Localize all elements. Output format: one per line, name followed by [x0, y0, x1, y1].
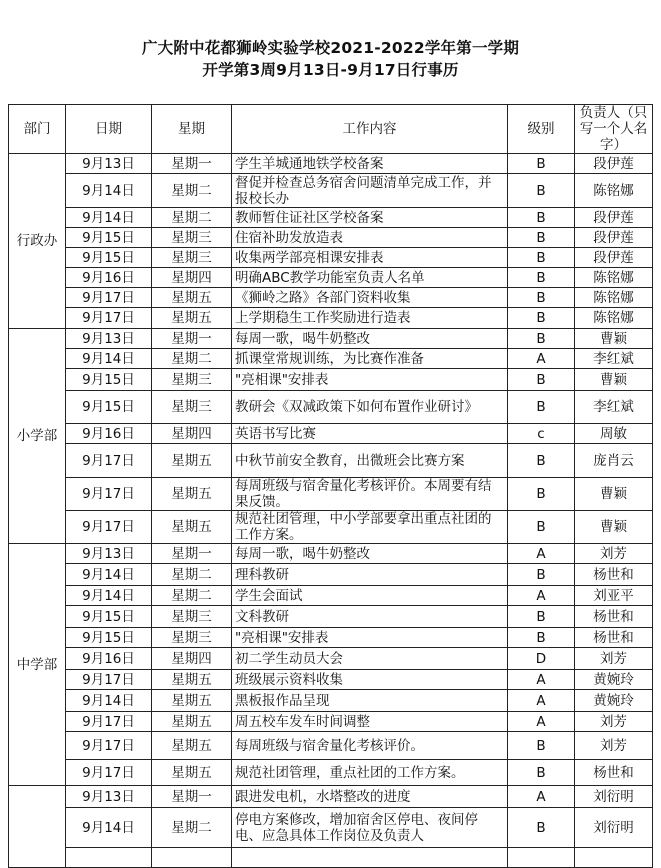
date-cell: 9月17日	[66, 444, 152, 478]
table-row	[9, 760, 653, 786]
dept-cell: 中学部	[9, 544, 66, 786]
level-cell: B	[508, 268, 575, 288]
weekday-cell: 星期三	[152, 369, 232, 391]
responsible-cell: 刘亚平	[575, 586, 653, 606]
table-row	[9, 424, 653, 444]
table-row	[9, 786, 653, 808]
level-cell: A	[508, 349, 575, 369]
weekday-cell: 星期二	[152, 208, 232, 228]
table-row	[9, 628, 653, 648]
table-row	[9, 690, 653, 712]
responsible-cell: 陈铭娜	[575, 174, 653, 208]
date-cell: 9月15日	[66, 391, 152, 424]
level-cell: B	[508, 628, 575, 648]
weekday-cell: 星期四	[152, 424, 232, 444]
date-cell: 9月13日	[66, 786, 152, 808]
table-row	[9, 848, 653, 868]
weekday-cell: 星期二	[152, 586, 232, 606]
responsible-cell: 刘芳	[575, 648, 653, 670]
content-cell: 《狮岭之路》各部门资料收集	[232, 288, 508, 308]
responsible-cell: 杨世和	[575, 606, 653, 628]
date-cell: 9月13日	[66, 329, 152, 349]
dept-cell: 行政办	[9, 154, 66, 329]
date-cell: 9月17日	[66, 760, 152, 786]
table-row	[9, 308, 653, 329]
content-cell: 初二学生动员大会	[232, 648, 508, 670]
date-cell: 9月14日	[66, 349, 152, 369]
content-cell: 明确ABC教学功能室负责人名单	[232, 268, 508, 288]
weekday-cell: 星期五	[152, 760, 232, 786]
level-cell	[508, 848, 575, 868]
weekday-cell: 星期五	[152, 288, 232, 308]
weekday-cell: 星期四	[152, 648, 232, 670]
date-cell: 9月15日	[66, 606, 152, 628]
date-cell: 9月14日	[66, 690, 152, 712]
level-cell: B	[508, 174, 575, 208]
level-cell: B	[508, 760, 575, 786]
content-cell: 上学期稳生工作奖励进行造表	[232, 308, 508, 329]
responsible-cell: 杨世和	[575, 564, 653, 586]
table-row	[9, 606, 653, 628]
date-cell: 9月13日	[66, 154, 152, 174]
level-cell: B	[508, 444, 575, 478]
weekday-cell: 星期二	[152, 349, 232, 369]
weekday-cell: 星期三	[152, 606, 232, 628]
responsible-cell: 杨世和	[575, 628, 653, 648]
weekday-cell: 星期三	[152, 248, 232, 268]
table-row	[9, 648, 653, 670]
content-cell: 英语书写比赛	[232, 424, 508, 444]
responsible-cell: 曹颖	[575, 478, 653, 511]
content-cell: 黑板报作品呈现	[232, 690, 508, 712]
weekday-cell	[152, 848, 232, 868]
responsible-cell: 李红斌	[575, 391, 653, 424]
level-cell: B	[508, 478, 575, 511]
date-cell	[66, 848, 152, 868]
weekday-cell: 星期三	[152, 228, 232, 248]
table-row	[9, 478, 653, 511]
weekday-cell: 星期五	[152, 690, 232, 712]
header-responsible: 负责人（只写一个人名字）	[575, 105, 653, 154]
header-dept: 部门	[9, 105, 66, 154]
table-row	[9, 444, 653, 478]
date-cell: 9月15日	[66, 248, 152, 268]
date-cell: 9月14日	[66, 586, 152, 606]
date-cell: 9月17日	[66, 670, 152, 690]
content-cell: 教研会《双减政策下如何布置作业研讨》	[232, 391, 508, 424]
weekday-cell: 星期四	[152, 268, 232, 288]
date-cell: 9月17日	[66, 511, 152, 544]
level-cell: c	[508, 424, 575, 444]
level-cell: A	[508, 690, 575, 712]
responsible-cell: 刘衍明	[575, 786, 653, 808]
date-cell: 9月17日	[66, 712, 152, 732]
content-cell: 督促并检查总务宿舍问题清单完成工作，并报校长办	[232, 174, 508, 208]
content-cell: 每周班级与宿舍量化考核评价。本周要有结果反馈。	[232, 478, 508, 511]
date-cell: 9月14日	[66, 808, 152, 848]
content-cell: 规范社团管理，中小学部要拿出重点社团的工作方案。	[232, 511, 508, 544]
level-cell: B	[508, 308, 575, 329]
content-cell: 收集两学部亮相课安排表	[232, 248, 508, 268]
document-subtitle: 开学第3周9月13日-9月17日行事历	[202, 61, 459, 79]
table-row	[9, 808, 653, 848]
weekday-cell: 星期二	[152, 808, 232, 848]
header-level: 级别	[508, 105, 575, 154]
content-cell: 中秋节前安全教育，出微班会比赛方案	[232, 444, 508, 478]
date-cell: 9月15日	[66, 628, 152, 648]
weekday-cell: 星期一	[152, 544, 232, 564]
responsible-cell: 曹颖	[575, 511, 653, 544]
level-cell: A	[508, 712, 575, 732]
content-cell: 抓课堂常规训练，为比赛作准备	[232, 349, 508, 369]
content-cell: 理科教研	[232, 564, 508, 586]
table-row	[9, 732, 653, 760]
level-cell: B	[508, 511, 575, 544]
date-cell: 9月14日	[66, 208, 152, 228]
level-cell: A	[508, 670, 575, 690]
content-cell: 每周一歌，喝牛奶整改	[232, 544, 508, 564]
content-cell: 学生羊城通地铁学校备案	[232, 154, 508, 174]
weekday-cell: 星期五	[152, 511, 232, 544]
table-row	[9, 154, 653, 174]
schedule-table	[8, 104, 653, 868]
weekday-cell: 星期五	[152, 478, 232, 511]
table-row	[9, 349, 653, 369]
date-cell: 9月13日	[66, 544, 152, 564]
responsible-cell: 段伊莲	[575, 208, 653, 228]
weekday-cell: 星期五	[152, 444, 232, 478]
responsible-cell: 陈铭娜	[575, 288, 653, 308]
responsible-cell: 段伊莲	[575, 228, 653, 248]
content-cell: 教师暂住证社区学校备案	[232, 208, 508, 228]
dept-cell: 小学部	[9, 329, 66, 544]
responsible-cell: 杨世和	[575, 760, 653, 786]
content-cell: 周五校车发车时间调整	[232, 712, 508, 732]
table-row	[9, 228, 653, 248]
level-cell: B	[508, 228, 575, 248]
level-cell: B	[508, 732, 575, 760]
content-cell: 学生会面试	[232, 586, 508, 606]
responsible-cell: 刘芳	[575, 544, 653, 564]
responsible-cell: 段伊莲	[575, 248, 653, 268]
content-cell: "亮相课"安排表	[232, 628, 508, 648]
weekday-cell: 星期二	[152, 174, 232, 208]
responsible-cell: 曹颖	[575, 369, 653, 391]
level-cell: B	[508, 369, 575, 391]
responsible-cell: 刘芳	[575, 732, 653, 760]
level-cell: B	[508, 288, 575, 308]
content-cell: 住宿补助发放造表	[232, 228, 508, 248]
content-cell: 跟进发电机，水塔整改的进度	[232, 786, 508, 808]
table-row	[9, 544, 653, 564]
header-row	[9, 105, 653, 154]
level-cell: B	[508, 154, 575, 174]
level-cell: D	[508, 648, 575, 670]
weekday-cell: 星期三	[152, 391, 232, 424]
content-cell: 班级展示资料收集	[232, 670, 508, 690]
level-cell: A	[508, 544, 575, 564]
level-cell: B	[508, 391, 575, 424]
responsible-cell: 刘衍明	[575, 808, 653, 848]
responsible-cell: 周敏	[575, 424, 653, 444]
content-cell: 规范社团管理，重点社团的工作方案。	[232, 760, 508, 786]
content-cell: 文科教研	[232, 606, 508, 628]
weekday-cell: 星期一	[152, 329, 232, 349]
table-row	[9, 670, 653, 690]
document-title: 广大附中花都狮岭实验学校2021-2022学年第一学期	[141, 39, 520, 57]
table-row	[9, 391, 653, 424]
table-row	[9, 268, 653, 288]
table-row	[9, 288, 653, 308]
date-cell: 9月14日	[66, 174, 152, 208]
content-cell	[232, 848, 508, 868]
responsible-cell: 黄婉玲	[575, 670, 653, 690]
table-row	[9, 369, 653, 391]
level-cell: B	[508, 808, 575, 848]
date-cell: 9月15日	[66, 369, 152, 391]
dept-cell	[9, 786, 66, 868]
table-row	[9, 208, 653, 228]
date-cell: 9月16日	[66, 424, 152, 444]
weekday-cell: 星期五	[152, 712, 232, 732]
responsible-cell: 曹颖	[575, 329, 653, 349]
responsible-cell: 李红斌	[575, 349, 653, 369]
header-content: 工作内容	[232, 105, 508, 154]
date-cell: 9月15日	[66, 228, 152, 248]
table-row	[9, 712, 653, 732]
weekday-cell: 星期三	[152, 628, 232, 648]
date-cell: 9月17日	[66, 732, 152, 760]
date-cell: 9月17日	[66, 478, 152, 511]
level-cell: A	[508, 786, 575, 808]
date-cell: 9月16日	[66, 648, 152, 670]
content-cell: 停电方案修改，增加宿舍区停电、夜间停电、应急具体工作岗位及负责人	[232, 808, 508, 848]
content-cell: 每周班级与宿舍量化考核评价。	[232, 732, 508, 760]
table-row	[9, 329, 653, 349]
weekday-cell: 星期五	[152, 670, 232, 690]
weekday-cell: 星期五	[152, 308, 232, 329]
level-cell: A	[508, 586, 575, 606]
responsible-cell: 陈铭娜	[575, 308, 653, 329]
level-cell: B	[508, 248, 575, 268]
weekday-cell: 星期一	[152, 154, 232, 174]
responsible-cell: 陈铭娜	[575, 268, 653, 288]
table-row	[9, 174, 653, 208]
level-cell: B	[508, 329, 575, 349]
content-cell: 每周一歌，喝牛奶整改	[232, 329, 508, 349]
header-date: 日期	[66, 105, 152, 154]
table-row	[9, 586, 653, 606]
date-cell: 9月16日	[66, 268, 152, 288]
weekday-cell: 星期二	[152, 564, 232, 586]
level-cell: B	[508, 606, 575, 628]
level-cell: B	[508, 208, 575, 228]
responsible-cell	[575, 848, 653, 868]
table-row	[9, 511, 653, 544]
table-row	[9, 564, 653, 586]
header-weekday: 星期	[152, 105, 232, 154]
responsible-cell: 庞肖云	[575, 444, 653, 478]
responsible-cell: 段伊莲	[575, 154, 653, 174]
responsible-cell: 刘芳	[575, 712, 653, 732]
weekday-cell: 星期五	[152, 732, 232, 760]
date-cell: 9月17日	[66, 308, 152, 329]
table-row	[9, 248, 653, 268]
weekday-cell: 星期一	[152, 786, 232, 808]
content-cell: "亮相课"安排表	[232, 369, 508, 391]
level-cell: B	[508, 564, 575, 586]
responsible-cell: 黄婉玲	[575, 690, 653, 712]
date-cell: 9月14日	[66, 564, 152, 586]
date-cell: 9月17日	[66, 288, 152, 308]
